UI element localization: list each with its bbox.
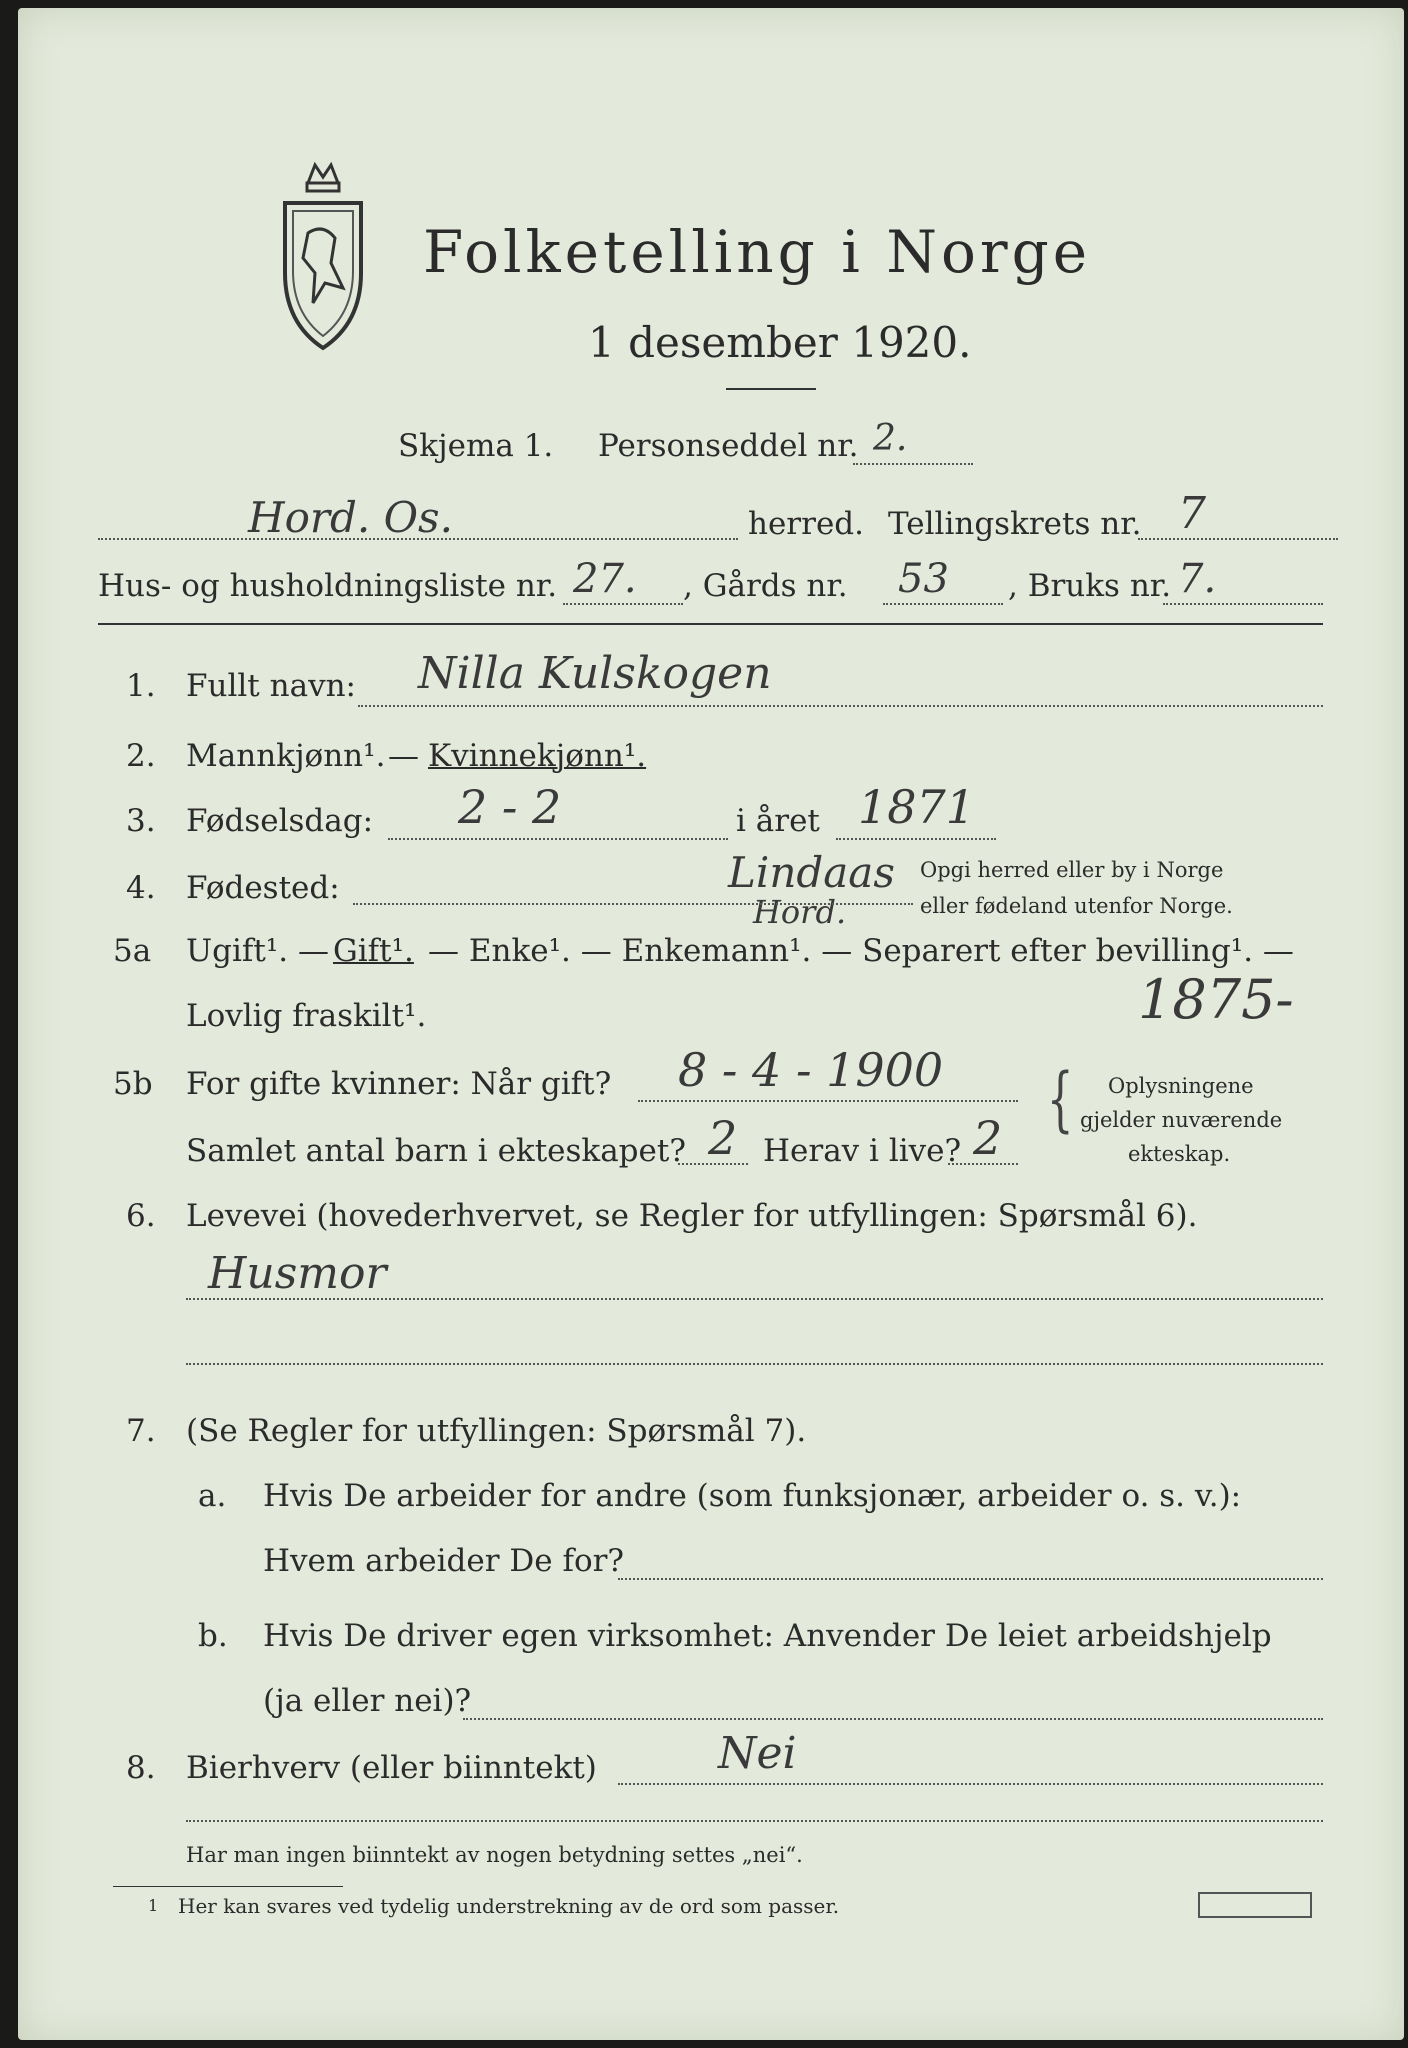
gards-line (883, 603, 1003, 605)
footnote-marker: 1 (148, 1896, 159, 1915)
husholdning-line (563, 603, 683, 605)
norwegian-coat-of-arms-icon (273, 153, 373, 353)
footnote-rule (113, 1886, 343, 1887)
q5b-alive-line (948, 1163, 1018, 1165)
tellingskrets-line (1138, 538, 1338, 540)
q5b-brace: { (1046, 1058, 1074, 1140)
q5b-value: 8 - 4 - 1900 (678, 1043, 944, 1097)
q3-line (388, 838, 728, 840)
q5a-gift: Gift¹. (333, 933, 414, 969)
q3-year-value: 1871 (858, 780, 976, 834)
q4-number: 4. (126, 870, 156, 906)
gards-value: 53 (898, 556, 949, 602)
nei-note: Har man ingen biinntekt av nogen betydning settes „nei“. (186, 1843, 803, 1867)
footnote-text: Her kan svares ved tydelig understrekning av de ord som passer. (178, 1894, 840, 1918)
q5b-note-1: Oplysningene (1108, 1074, 1254, 1098)
q5a-number: 5a (113, 933, 152, 969)
q5b-children-line (678, 1163, 748, 1165)
q3-year-label: i året (736, 803, 820, 839)
q5b-line (638, 1100, 1018, 1102)
q3-year-line (836, 838, 996, 840)
q7b-label: Hvis De driver egen virksomhet: Anvender De leiet arbeidshjelp (263, 1618, 1272, 1654)
q5b-children-value: 2 (708, 1111, 738, 1165)
q5b-alive-label: Herav i live? (763, 1133, 962, 1169)
skjema-label: Skjema 1. (398, 428, 554, 464)
q8-value: Nei (718, 1728, 797, 1779)
q5b-note-2: gjelder nuværende (1080, 1108, 1283, 1132)
q4-line (353, 903, 913, 905)
q1-label: Fullt navn: (186, 668, 356, 704)
gards-label: , Gårds nr. (683, 568, 848, 604)
q3-value: 2 - 2 (458, 780, 562, 834)
q7a-line (618, 1578, 1323, 1580)
herred-line (98, 538, 738, 540)
q2-mann: Mannkjønn¹. (186, 738, 386, 774)
q3-label: Fødselsdag: (186, 803, 374, 839)
q8-line (618, 1783, 1323, 1785)
personseddel-value: 2. (873, 418, 908, 459)
q7b-letter: b. (198, 1618, 228, 1654)
q5b-children-label: Samlet antal barn i ekteskapet? (186, 1133, 686, 1169)
personseddel-label: Personseddel nr. (598, 428, 859, 464)
herred-value: Hord. Os. (248, 493, 453, 542)
q7b-label-2: (ja eller nei)? (263, 1683, 472, 1719)
bruks-label: , Bruks nr. (1008, 568, 1172, 604)
q1-number: 1. (126, 668, 156, 704)
q4-value: Lindaas (728, 848, 895, 897)
q5b-alive-value: 2 (973, 1111, 1003, 1165)
q1-value: Nilla Kulskogen (418, 648, 772, 699)
q2-number: 2. (126, 738, 156, 774)
q5b-label: For gifte kvinner: Når gift? (186, 1066, 612, 1102)
q6-value: Husmor (208, 1248, 387, 1299)
form-date: 1 desember 1920. (588, 318, 972, 367)
q4-note-2: eller fødeland utenfor Norge. (920, 894, 1233, 918)
q2-kvinne: Kvinnekjønn¹. (428, 738, 647, 774)
q6-line-2 (186, 1363, 1323, 1365)
q5b-number: 5b (113, 1066, 153, 1102)
form-title: Folketelling i Norge (423, 218, 1092, 286)
census-form-page (18, 8, 1404, 2040)
herred-label: herred. (748, 506, 864, 542)
q8-line-2 (186, 1820, 1323, 1822)
q8-label: Bierhverv (eller biinntekt) (186, 1750, 597, 1786)
husholdning-label: Hus- og husholdningsliste nr. (98, 568, 558, 604)
q6-line-1 (186, 1298, 1323, 1300)
header-rule (98, 623, 1323, 625)
q6-label: Levevei (hovederhvervet, se Regler for utfyllingen: Spørsmål 6). (186, 1198, 1198, 1234)
q2-separator: — (388, 738, 419, 774)
q8-number: 8. (126, 1750, 156, 1786)
personseddel-line (853, 463, 973, 465)
q4-value-2: Hord. (753, 893, 847, 931)
q5a-ugift: Ugift¹. — (186, 933, 329, 969)
bruks-line (1163, 603, 1323, 605)
q1-line (358, 705, 1323, 707)
q7-label: (Se Regler for utfyllingen: Spørsmål 7). (186, 1413, 807, 1449)
q5a-rest: — Enke¹. — Enkemann¹. — Separert efter bevilling¹. — (428, 933, 1294, 969)
title-divider (726, 388, 816, 390)
tellingskrets-label: Tellingskrets nr. (888, 506, 1142, 542)
q7a-label-2: Hvem arbeider De for? (263, 1543, 625, 1579)
husholdning-value: 27. (573, 556, 637, 602)
q4-label: Fødested: (186, 870, 340, 906)
q5a-line2: Lovlig fraskilt¹. (186, 998, 427, 1034)
bruks-value: 7. (1178, 556, 1217, 602)
tellingskrets-value: 7 (1178, 488, 1206, 539)
q7-number: 7. (126, 1413, 156, 1449)
printer-stamp (1198, 1892, 1312, 1918)
q5a-margin-note: 1875- (1138, 968, 1294, 1031)
q3-number: 3. (126, 803, 156, 839)
q7a-label: Hvis De arbeider for andre (som funksjonær, arbeider o. s. v.): (263, 1478, 1242, 1514)
q7b-line (463, 1718, 1323, 1720)
q4-note-1: Opgi herred eller by i Norge (920, 858, 1224, 882)
q7a-letter: a. (198, 1478, 227, 1514)
q6-number: 6. (126, 1198, 156, 1234)
q5b-note-3: ekteskap. (1128, 1142, 1231, 1166)
